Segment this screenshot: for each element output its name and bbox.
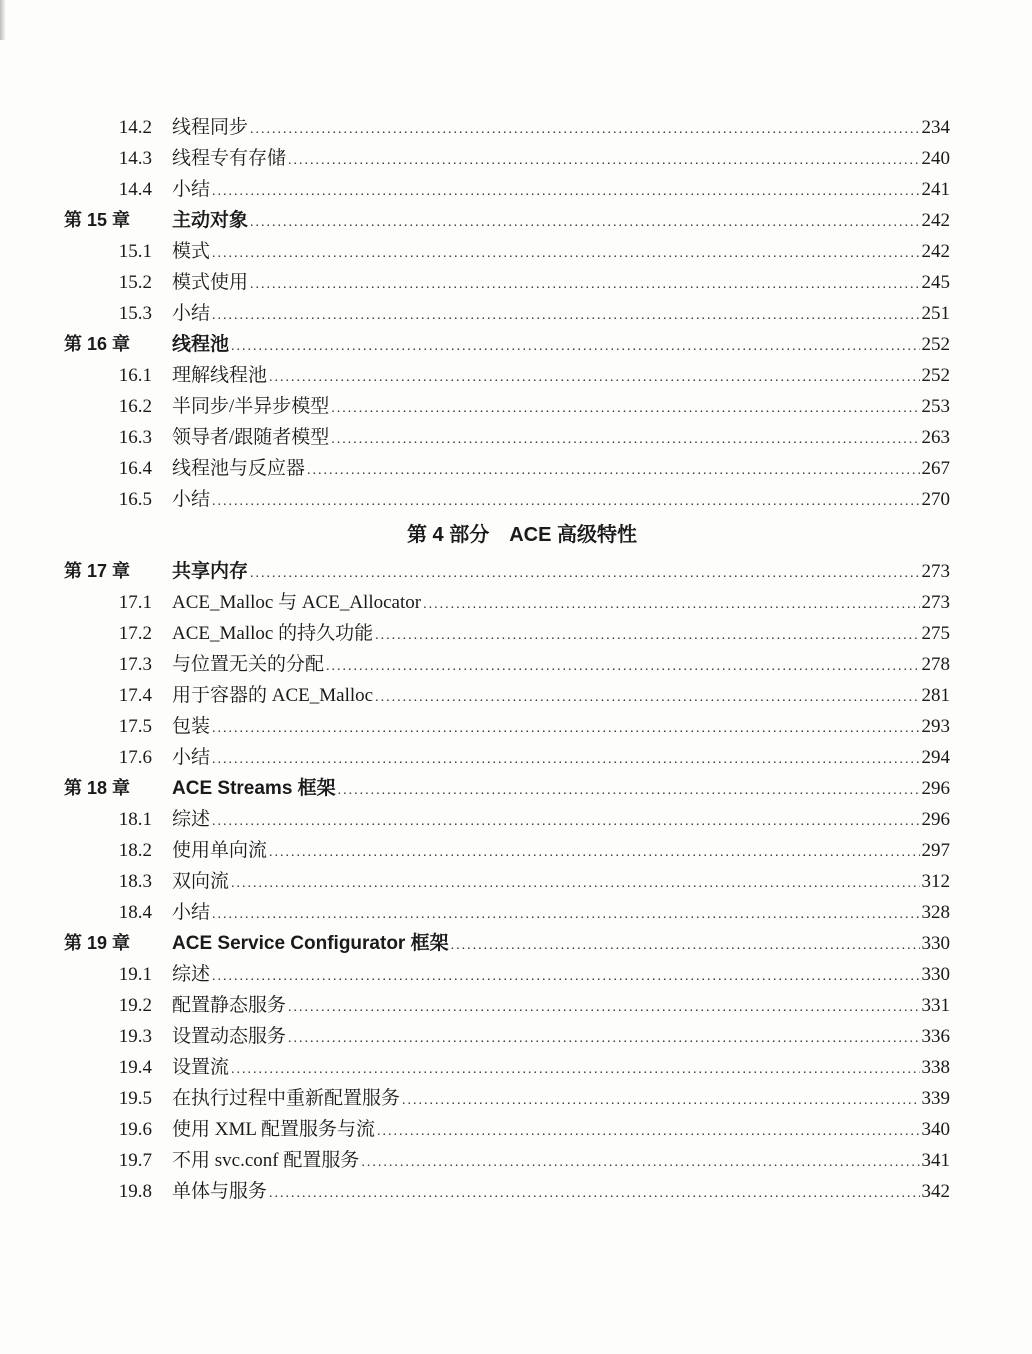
toc-entry-number: 第 18 章: [64, 778, 131, 798]
toc-entry-number: 第 15 章: [64, 210, 131, 230]
dot-leader: [269, 1178, 919, 1209]
toc-page-number: 312: [921, 871, 950, 892]
toc-entry-number: 14.3: [118, 148, 152, 169]
toc-entry-title: 半同步/半异步模型: [172, 396, 330, 417]
toc-entry-number: 19.4: [118, 1057, 152, 1078]
toc-section-row[interactable]: [64, 484, 950, 515]
toc-section-row[interactable]: [64, 267, 950, 298]
dot-leader: [231, 868, 919, 899]
toc-entry-title: 共享内存: [172, 561, 249, 582]
toc-section-row[interactable]: [64, 453, 950, 484]
toc-section-row[interactable]: [64, 1083, 950, 1114]
dot-leader: [331, 393, 919, 424]
toc-entry-number: 19.5: [118, 1088, 152, 1109]
toc-entry-number: 16.3: [118, 427, 152, 448]
toc-entry-title: 领导者/跟随者模型: [172, 427, 330, 448]
toc-entry-number: 17.2: [118, 623, 152, 644]
toc-page-number: 234: [921, 117, 950, 138]
toc-entry-number: 16.1: [118, 365, 152, 386]
toc-entry-number: 第 19 章: [64, 933, 131, 953]
toc-section-row[interactable]: [64, 391, 950, 422]
toc-group-2: [64, 556, 950, 1207]
toc-section-row[interactable]: [64, 143, 950, 174]
toc-entry-title: 小结: [172, 303, 211, 324]
dot-leader: [288, 992, 919, 1023]
dot-leader: [250, 558, 919, 589]
toc-section-row[interactable]: [64, 835, 950, 866]
toc-page-number: 273: [921, 561, 950, 582]
toc-entry-number: 15.1: [118, 241, 152, 262]
toc-entry-title: 线程池与反应器: [172, 458, 306, 479]
toc-page-number: 336: [921, 1026, 950, 1047]
dot-leader: [250, 207, 919, 238]
toc-section-row[interactable]: [64, 1114, 950, 1145]
toc-entry-title: ACE_Malloc 与 ACE_Allocator: [172, 592, 422, 613]
toc-page-number: 242: [921, 241, 950, 262]
toc-entry-title: 使用单向流: [172, 840, 268, 861]
toc-page-number: 339: [921, 1088, 950, 1109]
toc-page-number: 245: [921, 272, 950, 293]
toc-entry-number: 19.7: [118, 1150, 152, 1171]
toc-entry-title: ACE Service Configurator 框架: [172, 933, 449, 954]
toc-entry-title: 模式: [172, 241, 211, 262]
dot-leader: [423, 589, 919, 620]
toc-entry-title: 在执行过程中重新配置服务: [172, 1088, 401, 1109]
dot-leader: [307, 455, 919, 486]
toc-entry-title: 综述: [172, 809, 211, 830]
toc-page-number: 328: [921, 902, 950, 923]
toc-entry-number: 14.4: [118, 179, 152, 200]
toc-entry-number: 19.2: [118, 995, 152, 1016]
toc-page-number: 253: [921, 396, 950, 417]
toc-entry-title: 使用 XML 配置服务与流: [172, 1119, 376, 1140]
toc-page-number: 340: [921, 1119, 950, 1140]
toc-entry-title: 与位置无关的分配: [172, 654, 325, 675]
dot-leader: [231, 1054, 919, 1085]
toc-section-row[interactable]: [64, 174, 950, 205]
toc-page-number: 240: [921, 148, 950, 169]
toc-entry-title: 小结: [172, 179, 211, 200]
toc-entry-title: 小结: [172, 902, 211, 923]
toc-page-number: 275: [921, 623, 950, 644]
toc-entry-number: 19.1: [118, 964, 152, 985]
toc-entry-number: 第 16 章: [64, 334, 131, 354]
toc-entry-number: 16.4: [118, 458, 152, 479]
dot-leader: [331, 424, 919, 455]
dot-leader: [375, 620, 919, 651]
dot-leader: [231, 331, 919, 362]
toc-entry-title: 单体与服务: [172, 1181, 268, 1202]
toc-entry-number: 17.4: [118, 685, 152, 706]
toc-section-row[interactable]: [64, 236, 950, 267]
dot-leader: [338, 775, 920, 806]
toc-page-number: 251: [921, 303, 950, 324]
toc-section-row[interactable]: [64, 1052, 950, 1083]
toc-page-number: 293: [921, 716, 950, 737]
part-heading: 第 4 部分 ACE 高级特性: [406, 524, 638, 546]
toc-entry-number: 19.8: [118, 1181, 152, 1202]
toc-page-number: 267: [921, 458, 950, 479]
toc-entry-title: 不用 svc.conf 配置服务: [172, 1150, 360, 1171]
toc-page-number: 297: [921, 840, 950, 861]
toc-entry-title: 小结: [172, 489, 211, 510]
dot-leader: [402, 1085, 919, 1116]
toc-section-row[interactable]: [64, 112, 950, 143]
toc-page-number: 330: [921, 964, 950, 985]
toc-entry-number: 16.5: [118, 489, 152, 510]
toc-entry-title: 线程池: [172, 334, 230, 355]
dot-leader: [361, 1147, 919, 1178]
toc-section-row[interactable]: [64, 680, 950, 711]
toc-entry-title: 主动对象: [172, 210, 249, 231]
toc-group-1: [64, 112, 950, 515]
toc-entry-number: 15.3: [118, 303, 152, 324]
toc-entry-title: 线程同步: [172, 117, 249, 138]
toc-page-number: 241: [921, 179, 950, 200]
toc-section-row[interactable]: [64, 959, 950, 990]
toc-page-number: 273: [921, 592, 950, 613]
toc-entry-title: 配置静态服务: [172, 995, 287, 1016]
toc-section-row[interactable]: [64, 1021, 950, 1052]
toc-entry-number: 17.5: [118, 716, 152, 737]
toc-entry-number: 18.2: [118, 840, 152, 861]
toc-page-number: 281: [921, 685, 950, 706]
toc-entry-number: 第 17 章: [64, 561, 131, 581]
toc-entry-title: 用于容器的 ACE_Malloc: [172, 685, 374, 706]
page-edge-shadow: [0, 0, 6, 40]
toc-page-number: 296: [921, 809, 950, 830]
dot-leader: [288, 145, 919, 176]
toc-section-row[interactable]: [64, 649, 950, 680]
toc-entry-number: 15.2: [118, 272, 152, 293]
toc-chapter-row[interactable]: [64, 329, 950, 360]
table-of-contents: [64, 112, 950, 1207]
dot-leader: [212, 744, 919, 775]
dot-leader: [269, 837, 919, 868]
toc-chapter-row[interactable]: [64, 205, 950, 236]
toc-entry-number: 14.2: [118, 117, 152, 138]
toc-entry-number: 17.1: [118, 592, 152, 613]
toc-chapter-row[interactable]: [64, 556, 950, 587]
toc-page-number: 263: [921, 427, 950, 448]
toc-section-row[interactable]: [64, 804, 950, 835]
toc-entry-number: 18.3: [118, 871, 152, 892]
dot-leader: [451, 930, 920, 961]
toc-entry-number: 16.2: [118, 396, 152, 417]
dot-leader: [288, 1023, 919, 1054]
toc-page-number: 242: [921, 210, 950, 231]
toc-entry-number: 19.6: [118, 1119, 152, 1140]
toc-section-row[interactable]: [64, 298, 950, 329]
toc-entry-title: 线程专有存储: [172, 148, 287, 169]
toc-section-row[interactable]: [64, 422, 950, 453]
dot-leader: [212, 176, 919, 207]
dot-leader: [250, 114, 919, 145]
toc-section-row[interactable]: [64, 1176, 950, 1207]
dot-leader: [326, 651, 919, 682]
toc-entry-title: ACE Streams 框架: [172, 778, 336, 799]
dot-leader: [377, 1116, 919, 1147]
toc-entry-title: 小结: [172, 747, 211, 768]
dot-leader: [212, 300, 919, 331]
toc-entry-number: 17.3: [118, 654, 152, 675]
toc-chapter-row[interactable]: [64, 773, 950, 804]
toc-entry-title: 综述: [172, 964, 211, 985]
dot-leader: [212, 806, 919, 837]
toc-page-number: 342: [921, 1181, 950, 1202]
dot-leader: [212, 713, 919, 744]
dot-leader: [212, 238, 919, 269]
toc-chapter-row[interactable]: [64, 928, 950, 959]
dot-leader: [250, 269, 919, 300]
toc-entry-title: ACE_Malloc 的持久功能: [172, 623, 374, 644]
toc-entry-title: 模式使用: [172, 272, 249, 293]
dot-leader: [375, 682, 919, 713]
toc-entry-title: 设置动态服务: [172, 1026, 287, 1047]
toc-page-number: 338: [921, 1057, 950, 1078]
toc-page-number: 294: [921, 747, 950, 768]
toc-section-row[interactable]: [64, 897, 950, 928]
toc-section-row[interactable]: [64, 618, 950, 649]
toc-section-row[interactable]: [64, 711, 950, 742]
toc-entry-number: 17.6: [118, 747, 152, 768]
toc-page-number: 252: [921, 334, 950, 355]
toc-page-number: 330: [921, 933, 950, 954]
toc-section-row[interactable]: [64, 742, 950, 773]
dot-leader: [269, 362, 919, 393]
toc-section-row[interactable]: [64, 587, 950, 618]
toc-page-number: 278: [921, 654, 950, 675]
dot-leader: [212, 486, 919, 517]
toc-page-number: 331: [921, 995, 950, 1016]
toc-page-number: 341: [921, 1150, 950, 1171]
toc-page-number: 252: [921, 365, 950, 386]
toc-entry-title: 双向流: [172, 871, 230, 892]
dot-leader: [212, 961, 919, 992]
toc-entry-number: 18.4: [118, 902, 152, 923]
toc-section-row[interactable]: [64, 990, 950, 1021]
toc-entry-title: 包装: [172, 716, 211, 737]
toc-page-number: 296: [921, 778, 950, 799]
toc-section-row[interactable]: [64, 1145, 950, 1176]
toc-page-number: 270: [921, 489, 950, 510]
toc-section-row[interactable]: [64, 866, 950, 897]
toc-section-row[interactable]: [64, 360, 950, 391]
toc-entry-number: 19.3: [118, 1026, 152, 1047]
toc-entry-number: 18.1: [118, 809, 152, 830]
toc-entry-title: 设置流: [172, 1057, 230, 1078]
dot-leader: [212, 899, 919, 930]
toc-entry-title: 理解线程池: [172, 365, 268, 386]
